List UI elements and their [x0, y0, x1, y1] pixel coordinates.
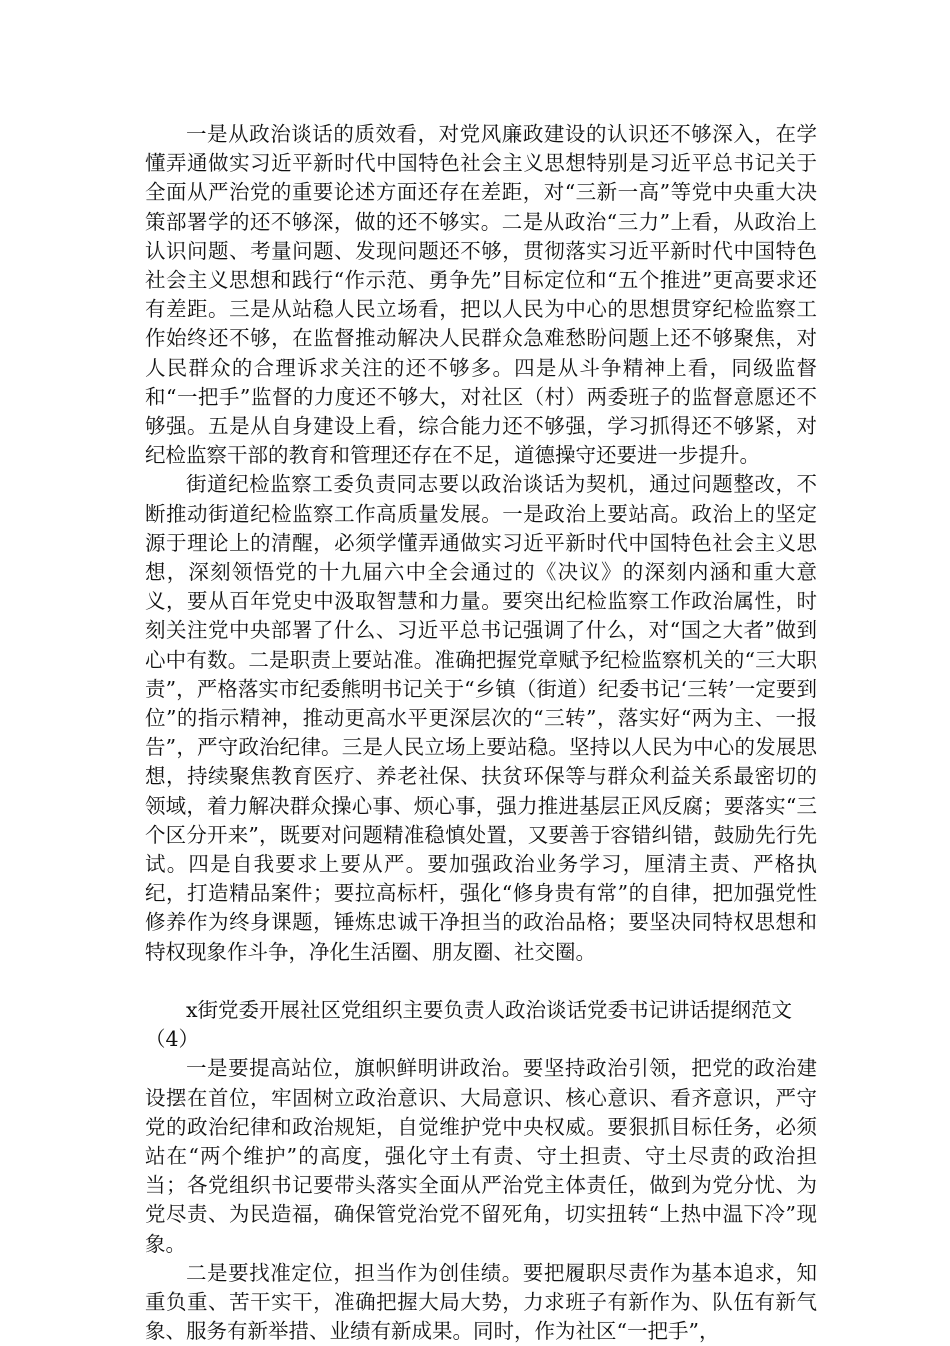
- paragraph-requirements: 街道纪检监察工委负责同志要以政治谈话为契机，通过问题整改，不断推动街道纪检监察工作高质量发展。一是政治上要站高。政治上的坚定源于理论上的清醒，必须学懂弄通做实习近平新时代中国特色社会主义思想，深刻领悟党的十九届六中全会通过的《决议》的深刻内涵和重大意义，要从百年党史中汲取智慧和力量。要突出纪检监察工作政治属性，时刻关注党中央部署了什么、习近平总书记强调了什么，对“国之大者”做到心中有数。二是职责上要站准。准确把握党章赋予纪检监察机关的“三大职责”，严格落实市纪委熊明书记关于“乡镇（街道）纪委书记‘三转’一定要到位”的指示精神，推动更高水平更深层次的“三转”，落实好“两为主、一报告”，严守政治纪律。三是人民立场上要站稳。坚持以人民为中心的发展思想，持续聚焦教育医疗、养老社保、扶贫环保等与群众利益关系最密切的领域，着力解决群众操心事、烦心事，强力推进基层正风反腐；要落实“三个区分开来”，既要对问题精准稳慎处置，又要善于容错纠错，鼓励先行先试。四是自我要求上要从严。要加强政治业务学习，厘清主责、严格执纪，打造精品案件；要拉高标杆，强化“修身贵有常”的自律，把加强党性修养作为终身课题，锤炼忠诚干净担当的政治品格；要坚决同特权思想和特权现象作斗争，净化生活圈、朋友圈、社交圈。: [145, 472, 817, 964]
- document-page: [145, 120, 817, 1346]
- paragraph-problems: 一是从政治谈话的质效看，对党风廉政建设的认识还不够深入，在学懂弄通做实习近平新时代中国特色社会主义思想特别是习近平总书记关于全面从严治党的重要论述方面还存在差距，对“三新一高”等党中央重大决策部署学的还不够深，做的还不够实。二是从政治“三力”上看，从政治上认识问题、考量问题、发现问题还不够，贯彻落实习近平新时代中国特色社会主义思想和践行“作示范、勇争先”目标定位和“五个推进”更高要求还有差距。三是从站稳人民立场看，把以人民为中心的思想贯穿纪检监察工作始终还不够，在监督推动解决人民群众急难愁盼问题上还不够聚焦，对人民群众的合理诉求关注的还不够多。四是从斗争精神上看，同级监督和“一把手”监督的力度还不够大，对社区（村）两委班子的监督意愿还不够强。五是从自身建设上看，综合能力还不够强，学习抓得还不够紧，对纪检监察干部的教育和管理还存在不足，道德操守还要进一步提升。: [145, 122, 817, 468]
- paragraph-point-two: 二是要找准定位，担当作为创佳绩。要把履职尽责作为基本追求，知重负重、苦干实干，准确把握大局大势，力求班子有新作为、队伍有新气象、服务有新举措、业绩有新成果。同时，作为社区“一把手”，: [145, 1260, 817, 1344]
- paragraph-spacer: [145, 967, 817, 996]
- section-heading: x街党委开展社区党组织主要负责人政治谈话党委书记讲话提纲范文（4）: [145, 997, 793, 1052]
- paragraph-point-one: 一是要提高站位，旗帜鲜明讲政治。要坚持政治引领，把党的政治建设摆在首位，牢固树立政治意识、大局意识、核心意识、看齐意识，严守党的政治纪律和政治规矩，自觉维护党中央权威。要狠抓目标任务，必须站在“两个维护”的高度，强化守土有责、守土担责、守土尽责的政治担当；各党组织书记要带头落实全面从严治党主体责任，做到为党分忧、为党尽责、为民造福，确保管党治党不留死角，切实扭转“上热中温下冷”现象。: [145, 1056, 817, 1256]
